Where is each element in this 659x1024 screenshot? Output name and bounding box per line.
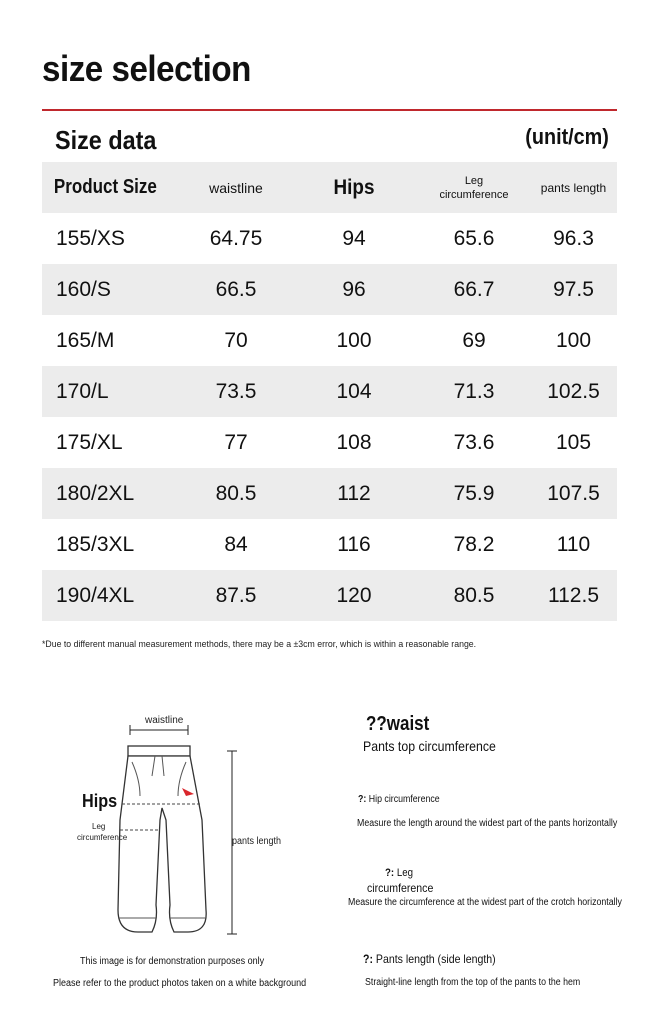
- legend-leg-title-2: circumference: [367, 881, 434, 895]
- header-leg-circumference: [418, 174, 530, 202]
- legend-length-text: Pants length (side length): [375, 952, 496, 966]
- cell-waistline: 84: [224, 532, 248, 556]
- cell-size: 170/L: [56, 379, 109, 403]
- cell-waistline: 70: [224, 328, 248, 352]
- header-hips: Hips: [333, 175, 375, 199]
- table-row: [42, 519, 617, 570]
- cell-hips: 108: [336, 430, 372, 454]
- unit-label: (unit/cm): [525, 124, 609, 149]
- header-leg-line2: circumference: [439, 188, 509, 201]
- cell-waistline: 80.5: [215, 481, 257, 505]
- legend-waist-title: [366, 713, 429, 736]
- cell-hips: 104: [336, 379, 372, 403]
- cell-length: 107.5: [547, 481, 600, 505]
- cell-hips: 120: [336, 583, 372, 607]
- cell-size: 155/XS: [56, 226, 125, 250]
- cell-hips: 112: [337, 481, 371, 505]
- legend-waist-text: waist: [386, 713, 430, 735]
- legend-leg-title: [385, 867, 413, 879]
- table-row: [42, 315, 617, 366]
- legend-hip-glyph: ?:: [358, 794, 367, 805]
- cell-size: 160/S: [56, 277, 111, 301]
- legend-waist-glyph: ??: [366, 713, 387, 735]
- cell-waistline: 87.5: [215, 583, 257, 607]
- cell-leg: 75.9: [453, 481, 495, 505]
- size-table: [42, 162, 617, 621]
- title-divider: [42, 109, 617, 111]
- diagram-footnote-2: Please refer to the product photos taken on a white background: [53, 978, 307, 989]
- table-header-row: [42, 162, 617, 213]
- cell-leg: 78.2: [453, 532, 495, 556]
- cell-leg: 80.5: [453, 583, 495, 607]
- cell-size: 175/XL: [56, 430, 123, 454]
- cell-waistline: 77: [224, 430, 248, 454]
- diagram-waistline-label: waistline: [145, 715, 184, 726]
- diagram-hips-label: Hips: [82, 791, 118, 811]
- legend-length-title: [363, 952, 496, 966]
- cell-length: 97.5: [553, 277, 594, 301]
- header-pants-length: pants length: [540, 180, 607, 195]
- legend-leg-desc: Measure the circumference at the widest part of the crotch horizontally: [348, 897, 622, 908]
- legend-length-glyph: ?:: [363, 952, 373, 966]
- legend-hip-text: Hip circumference: [368, 794, 440, 805]
- table-row: [42, 366, 617, 417]
- cell-length: 105: [555, 430, 592, 454]
- cell-waistline: 66.5: [215, 277, 257, 301]
- legend-hip-title: [358, 794, 440, 805]
- header-waistline: waistline: [209, 179, 263, 196]
- table-row: [42, 417, 617, 468]
- size-data-heading: Size data: [55, 125, 157, 155]
- legend-hip-desc: Measure the length around the widest part of the pants horizontally: [357, 818, 618, 829]
- cell-size: 190/4XL: [56, 583, 135, 607]
- pants-diagram: [0, 700, 330, 950]
- cell-length: 112.5: [548, 583, 599, 607]
- cell-hips: 100: [336, 328, 372, 352]
- cell-hips: 116: [337, 532, 371, 556]
- diagram-footnote-1: This image is for demonstration purposes only: [80, 956, 265, 967]
- legend-leg-text-1: Leg: [396, 867, 413, 879]
- cell-leg: 71.3: [453, 379, 495, 403]
- diagram-leg-label-1: Leg: [92, 822, 106, 831]
- diagram-pants-length-label: pants length: [232, 836, 282, 847]
- cell-leg: 66.7: [453, 277, 495, 301]
- measurement-note: *Due to different manual measurement methods, there may be a ±3cm error, which is within a reasonable range.: [42, 639, 477, 650]
- cell-length: 110: [556, 532, 591, 556]
- cell-length: 102.5: [547, 379, 600, 403]
- cell-leg: 73.6: [453, 430, 495, 454]
- cell-waistline: 64.75: [209, 226, 263, 250]
- table-row: [42, 213, 617, 264]
- cell-hips: 96: [342, 277, 366, 301]
- cell-length: 96.3: [553, 226, 594, 250]
- cell-size: 185/3XL: [56, 532, 135, 556]
- cell-waistline: 73.5: [215, 379, 257, 403]
- legend-length-desc: Straight-line length from the top of the pants to the hem: [365, 977, 581, 988]
- table-row: [42, 468, 617, 519]
- header-leg-line1: Leg: [464, 174, 484, 187]
- table-row: [42, 264, 617, 315]
- cell-length: 100: [555, 328, 592, 352]
- cell-size: 165/M: [56, 328, 115, 352]
- legend-leg-glyph: ?:: [385, 867, 395, 879]
- page-title: size selection: [42, 48, 251, 89]
- cell-leg: 65.6: [453, 226, 495, 250]
- cell-size: 180/2XL: [56, 481, 135, 505]
- header-product-size: Product Size: [53, 176, 157, 198]
- legend-waist-sub: Pants top circumference: [363, 738, 496, 754]
- table-row: [42, 570, 617, 621]
- diagram-leg-label-2: circumference: [77, 833, 128, 842]
- cell-leg: 69: [462, 328, 486, 352]
- cell-hips: 94: [342, 226, 366, 250]
